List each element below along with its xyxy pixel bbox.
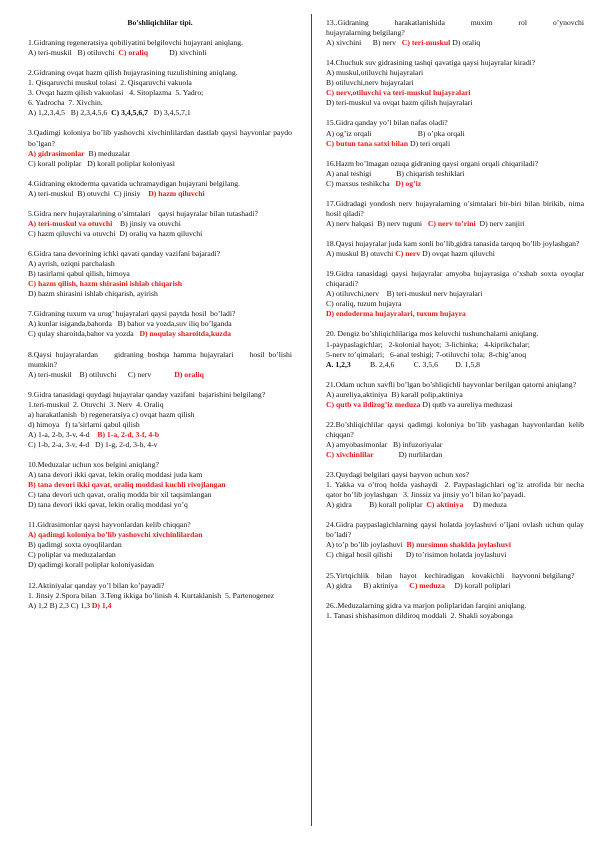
answer-option: C) tana devori uch qavat, oraliq modda bir xil taqsimlangan [28,490,212,500]
left-question-list [28,38,292,611]
question-block [28,460,292,510]
correct-answer: C) meduza [409,580,445,590]
answer-line [326,309,584,319]
answer-line [326,550,584,560]
answer-option: D) korall poliplari [444,580,511,590]
answer-line [326,139,584,149]
column-divider [311,14,312,826]
answer-option: a) harakatlanish b) regeneratsiya c) ovqat hazm qilish [28,409,195,419]
answer-option: 5-nerv to’qimalari; 6-anal teshigi; 7-otiluvchi tola; 8-chig’anoq [326,349,527,359]
question-text: 22.Bo’shliqichlilar qaysi qadimgi koloniya bo’lib yashagan hayvonlardan kelib chiqqan? [326,419,586,439]
correct-answer: D) og’iz [395,178,422,188]
answer-line [326,179,584,189]
question-block [326,520,584,560]
question-block [28,179,292,199]
answer-option: D) hazm shirasini ishlab chiqarish, ayirish [28,289,158,299]
question-text: 21.Odam uchun xavfli bo’lgan bo’shliqichli hayvonlar berilgan qatorni aniqlang? [326,379,576,389]
answer-line [28,591,292,601]
answer-option: C) poliplar va meduzalardan [28,550,116,560]
correct-answer: C) hazm qilish, hazm shirasini ishlab chiqarish [28,279,182,289]
answer-option: D) qutb va aureliya meduzasi [420,399,513,409]
answer-option: C) 1-b, 2-a, 3-v, 4-d D) 1-g, 2-d, 3-b, 4-v [28,439,158,449]
answer-line [326,129,584,139]
answer-line [28,279,292,289]
answer-line [28,480,292,490]
question-text: 18.Qaysi hujayralar juda kam sonli bo’lib,gidra tanasida tarqoq bo’lib joylashgan? [326,239,580,249]
answer-line [326,390,584,400]
answer-line [326,98,584,108]
question-block [326,420,584,460]
correct-answer: B) nursimon shaklda joylashuvi [406,540,511,550]
answer-option: B) otiluvchi,nerv hujayralari [326,78,414,88]
question-block [326,18,584,48]
correct-answer: C) nerv [395,249,421,259]
answer-option: 1-paypaslagichlar; 2-kolonial hayot; 3-lichinka; 4-kiprikchalar; [326,339,530,349]
answer-line [28,189,292,199]
question-block [326,470,584,510]
answer-line [28,400,292,410]
question-text: 12.Aktiniyalar qanday yo’l bilan ko’payadi? [28,580,165,590]
question-text: 14.Chuchuk suv gidrasining tashqi qavatiga qaysi hujayralar kiradi? [326,58,536,68]
answer-option: B. 2,4,6 C. 3,5,6 D. 1,5,8 [350,359,480,369]
correct-answer: D) hazm qiluvchi [148,188,205,198]
answer-line [28,410,292,420]
question-block [28,350,292,380]
answer-line [28,540,292,550]
question-block [28,520,292,570]
question-block [326,329,584,369]
answer-line [326,350,584,360]
correct-answer: B) 1-a, 2-d, 3-f, 4-b [97,429,160,439]
answer-option: D) 3,4,5,7,1 [148,108,191,118]
answer-line [28,78,292,88]
answer-line [326,611,584,621]
answer-option: A) 1,2 B) 2,3 C) 1,3 [28,600,92,610]
answer-option: A) kunlar isiganda,bahorda B) bahor va yozda,suv iliq bo’lganda [28,319,232,329]
answer-line [28,289,292,299]
answer-option: D) teri-muskul va ovqat hazm qilish hujayralari [326,98,473,108]
question-text: 3.Qadimgi koloniya bo’lib yashovchi xivchinlilardan dastlab qaysi hayvonlar paydo bo’lgan? [28,128,294,148]
answer-option: D) meduza [463,500,507,510]
answer-line [28,470,292,480]
answer-option: A) og’iz orqali B) o’pka orqali [326,128,465,138]
correct-answer: A) gidrasimonlar [28,148,85,158]
answer-line [28,269,292,279]
answer-line [28,420,292,430]
question-block [326,118,584,148]
answer-line [28,48,292,58]
question-block [28,249,292,299]
answer-line [28,530,292,540]
correct-answer: A) qadimgi koloniya bo’lib yashovchi xivchinlilardan [28,530,203,540]
question-text: 17.Gidradagi yondosh nerv hujayralarning o’simtalari bir-biri bilan birikib, nima hosil qiladi? [326,198,586,218]
answer-option: C) korall poliplar D) korall poliplar koloniyasi [28,158,175,168]
correct-answer: D) noqulay sharoitda,kuzda [139,329,231,339]
answer-option: A) anal teshigi B) chiqarish teshiklari [326,168,465,178]
answer-line [28,500,292,510]
answer-line [326,340,584,350]
answer-line [28,601,292,611]
answer-option-bold: C) 3,4,5,6,7 [111,108,149,118]
answer-option: A) ayrish, oziqni parchalash [28,259,115,269]
question-block [28,309,292,339]
answer-option: d) himoya f) ta’sirlarni qabul qilish [28,419,140,429]
answer-option: A) to’p bo’lib joylashuvi [326,540,407,550]
answer-option: D) oraliq [450,38,481,48]
question-text: 15.Gidra qanday yo’l bilan nafas oladi? [326,118,448,128]
question-text: 8.Qaysi hujayralardan gidraning boshqa hamma hujayralari hosil bo’lishi mumkin? [28,349,294,369]
question-text: 9.Gidra tanasidagi quydagi hujayralar qanday vazifani bajarishini belgilang? [28,389,266,399]
correct-answer: C) nerv,otiluvchi va teri-muskul hujayralari [326,88,471,98]
correct-answer: A) teri-muskul va otuvchi [28,218,113,228]
question-block [28,68,292,118]
answer-line [326,88,584,98]
answer-line [28,88,292,98]
correct-answer: C) qutb va ildizog’iz meduza [326,399,421,409]
answer-line [326,289,584,299]
answer-option: A) tana devori ikki qavat, lekin oraliq moddasi juda kam [28,470,203,480]
answer-option: 1. Jinsiy 2.Spora bilan 3.Teng ikkiga bo’linish 4. Kurtaklanish 5. Partenogenez [28,590,275,600]
question-block [326,58,584,108]
question-text: 5.Gidra nerv hujayralarining o’simtalari qaysi hujayralar bilan tutashadi? [28,208,258,218]
answer-line [326,480,584,500]
answer-option: D) nerv zanjiri [475,218,525,228]
answer-option: C) maxsus teshikcha [326,178,396,188]
answer-line [326,299,584,309]
question-block [326,199,584,229]
question-block [326,601,584,621]
answer-option: B) jinsiy va otuvchi [112,218,181,228]
question-block [28,581,292,611]
answer-option: C) chigal hosil qilishi D) to’risimon holatda joylashuvi [326,550,507,560]
answer-line [28,259,292,269]
answer-line [28,550,292,560]
answer-option: D) tana devori ikki qavat, lekin oraliq moddasi yo’q [28,500,188,510]
answer-line [326,360,584,370]
answer-line [326,219,584,229]
question-text: 23.Quydagi belgilari qaysi hayvon uchun xos? [326,470,470,480]
answer-line [28,440,292,450]
question-text: 16.Hazm bo’lmagan ozuqa gidraning qaysi organi orqali chiqariladi? [326,158,539,168]
answer-line [326,440,584,450]
answer-option: C) qulay sharoitda,bahor va yozda [28,329,140,339]
correct-answer: C) xivchinlilar [326,450,374,460]
question-block [326,239,584,259]
answer-line [28,319,292,329]
question-text: 1.Gidraning regeneratsiya qobiliyatini belgilovchi hujayrani aniqlang. [28,38,243,48]
answer-option: A) teri-muskul B) otuvchi C) jinsiy [28,188,149,198]
answer-line [326,500,584,510]
answer-option: 6. Yadrocha 7. Xivchin. [28,98,103,108]
correct-answer: C) oraliq [118,48,149,58]
answer-option: A) 1,2,3,4,5 B) 2,3,4,5,6 [28,108,112,118]
answer-option: D) nurlilardan [373,450,443,460]
answer-line [326,38,584,48]
answer-line [326,450,584,460]
answer-line [326,540,584,550]
correct-answer: B) tana devori ikki qavat, oraliq moddasi kuchli rivojlangan [28,480,226,490]
question-block [28,128,292,168]
correct-answer: C) teri-muskul [401,38,451,48]
answer-option: A) teri-muskil B) otiluvchi [28,48,119,58]
answer-line [28,560,292,570]
answer-option: A) gidra B) aktiniya [326,580,410,590]
question-text: 2.Gidraning ovqat hazm qilish hujayrasining tuzulishining aniqlang. [28,68,238,78]
correct-answer: C) aktiniya [426,500,464,510]
answer-option: D) ovqat hazm qiluvchi [420,249,495,259]
answer-line [326,581,584,591]
answer-option: A) muskul,otiluvchi hujayralari [326,68,424,78]
question-block [28,209,292,239]
question-text: 24.Gidra paypaslagichlarning qaysi holatda joylashuvi o’ljani ovlash uchun qulay bo’ladi? [326,520,586,540]
question-block [28,390,292,450]
answer-line [28,329,292,339]
answer-option: A) aureliya,aktiniya B) karall polip,aktiniya [326,389,463,399]
question-block [326,571,584,591]
question-block [326,269,584,319]
correct-answer: C) butun tana satxi bilan [326,138,409,148]
question-text: 6.Gidra tana devorining ichki qavati qanday vazifani bajaradi? [28,249,221,259]
question-block [326,159,584,189]
answer-option: B) tasirlarni qabul qilish, himoya [28,269,130,279]
answer-option: C) hazm qiluvchi va otuvchi D) oraliq va hazm qiluvchi [28,228,203,238]
answer-option: A) amyobasimonlar B) infuzoriyalar [326,439,443,449]
answer-line [28,98,292,108]
question-block [326,380,584,410]
answer-option: 1. Qisqaruvchi muskul tolasi 2. Qisqaruvchi vakuola [28,78,192,88]
answer-option: 1. Tanasi shishasimon dildiroq moddali 2. Shakli soyabonga [326,610,513,620]
question-text: 13..Gidraning harakatlanishida muxim rol o’ynovchi hujayralarning belgilang? [326,18,586,38]
answer-option: A) muskul B) otuvchi [326,249,396,259]
answer-line [28,219,292,229]
answer-line [28,370,292,380]
answer-option: B) qadimgi soxta oyoqlilardan [28,540,122,550]
answer-line [28,430,292,440]
answer-line [28,229,292,239]
answer-line [326,249,584,259]
answer-line [28,108,292,118]
answer-option: C) oraliq, tuzum hujayra [326,299,402,309]
answer-option: A) otiluvchi,nerv B) teri-muskul nerv hujayralari [326,289,483,299]
answer-line [326,78,584,88]
answer-option: A) xivchini B) nerv [326,38,402,48]
answer-option: 1. Yakka va o’troq holda yashaydi 2. Paypaslagichlari og’iz atrofida bir necha qator bo’lib joylashgan 3. Jinssiz va jinsiy yo’l bilan ko’payadi. [326,480,586,500]
left-column [28,18,292,621]
answer-option: 1.teri-muskul 2. Otuvchi 3. Nerv 4. Oraliq [28,399,164,409]
question-text: 10.Meduzalar uchun xos belgini aniqlang? [28,460,159,470]
correct-answer: D) oraliq [174,369,204,379]
question-text: 20. Dengiz bo’shliqichlilariga mos keluvchi tushunchalarni aniqlang. [326,329,539,339]
question-text: 11.Gidrasimonlar qaysi hayvonlardan kelib chiqqan? [28,520,191,530]
page-title: Bo’shliqichlilar tipi. [127,18,193,27]
answer-option: A) 1-a, 2-b, 3-v, 4-d [28,429,98,439]
answer-line [326,169,584,179]
answer-option: D) xivchinli [148,48,207,58]
answer-option: B) meduzalar [84,148,131,158]
answer-line [28,490,292,500]
answer-line [326,400,584,410]
correct-answer: D) endoderma hujayralari, tuxum hujayra [326,309,466,319]
question-text: 26..Meduzalarning gidra va marjon poliplaridan farqini aniqlang. [326,600,527,610]
answer-line [326,68,584,78]
question-text: 25.Yirtqichlik bilan hayot kechiradigan kovakichli hayvonni belgilang? [326,570,575,580]
question-text: 19.Gidra tanasidagi qaysi hujayralar amyoba hujayrasiga o’xshab soxta oyoqlar chiqaradi? [326,269,586,289]
answer-option: A) gidra B) korall poliplar [326,500,427,510]
question-text: 4.Gidraning ektoderma qavatida uchramaydigan hujayrani belgilang. [28,178,240,188]
correct-answer: C) nerv to’rini [427,218,476,228]
answer-option-bold: A. 1,2,3 [326,359,351,369]
answer-option: D) qadimgi korall poliplar koloniyasidan [28,560,154,570]
answer-option: 3. Ovqat hazm qilish vakuolasi 4. Sitoplazma 5. Yadro; [28,88,204,98]
question-block [28,38,292,58]
answer-line [28,149,292,159]
right-question-list [326,18,584,621]
answer-option: A) teri-muskil B) otiluvchi C) nerv [28,369,175,379]
correct-answer: D) 1,4 [91,600,112,610]
answer-option: A) nerv halqasi B) nerv tuguni [326,218,428,228]
question-text: 7.Gidraning tuxum va urug’ hujayralari qaysi paytda hosil bo’ladi? [28,309,236,319]
answer-line [28,159,292,169]
right-column [326,18,584,631]
answer-option: D) teri orqali [408,138,451,148]
